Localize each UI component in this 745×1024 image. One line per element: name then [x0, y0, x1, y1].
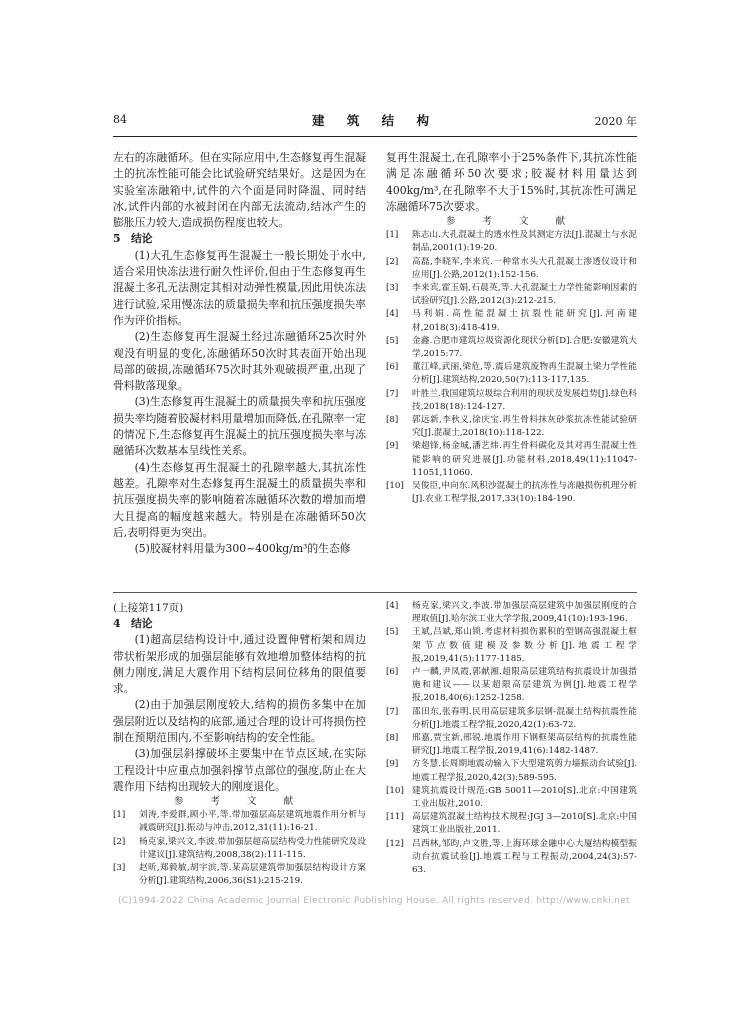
reference-item: [7] 叶胜兰.我国建筑垃圾综合利用的现状及发展趋势[J].绿色科技,2018(18):124-127. — [386, 388, 637, 412]
publication-year: 2020 年 — [594, 115, 637, 128]
conclusion-5: (5)胶凝材料用量为300~400kg/m³的生态修 — [134, 542, 351, 556]
reference-item: [11] 高层建筑混凝土结构技术规程:JGJ 3—2010[S].北京:中国建筑工业出版社,2011. — [386, 812, 637, 836]
header-rule — [113, 136, 637, 137]
reference-list — [113, 809, 366, 888]
references-heading: 参 考 文 献 — [173, 796, 306, 808]
section-number: 5 — [113, 232, 121, 246]
reference-item: [10] 建筑抗震设计规范:GB 50011—2010[S].北京:中国建筑工业出版社,2010. — [386, 785, 637, 810]
reference-item: [1] 刘涛,李爱群,顾小平,等.带加强层高层建筑地震作用分析与减震研究[J].振动与冲击,2012,31(11):16-21. — [113, 810, 366, 834]
section-title: 结论 — [131, 232, 153, 246]
top-left-column — [113, 150, 366, 557]
reference-item: [8] 邢嘉,贾宝新,邢锐.地震作用下钢框架高层结构的抗震性能研究[J].地震工程学报,2019,41(6):1482-1487. — [386, 733, 637, 757]
bottom-right-column — [386, 600, 637, 877]
reference-item: [8] 郭远新,李秋义,徐庆宝.再生骨料抹灰砂浆抗冻性能试验研究[J].混凝土,2018(10):118-122. — [386, 415, 637, 439]
reference-item: [4] 马利娟.高性能混凝土抗裂性能研究[J].河南建材,2018(3):418-419. — [386, 309, 637, 333]
reference-item: [6] 董江峰,武丽,梁危,等.震后建筑废物再生混凝土梁力学性能分析[J].建筑结构,2020,50(7):113-117,135. — [386, 362, 637, 386]
reference-list — [386, 600, 637, 877]
bottom-left-column — [113, 600, 366, 888]
reference-item: [10] 吴俊臣,申向东.风积沙混凝土的抗冻性与冻融损伤机理分析[J].农业工程学报,2017,33(10):184-190. — [386, 481, 637, 505]
reference-item: [9] 梁超锋,杨金城,潘艺炜.再生骨料碳化及其对再生混凝土性能影响的研究进展[J].功能材料,2018,49(11):11047-11051,11060. — [386, 441, 637, 478]
reference-item: [5] 金鑫.合肥市建筑垃圾资源化现状分析[D].合肥:安徽建筑大学,2015:77. — [386, 335, 637, 360]
continued-from-note: (上接第117页) — [113, 602, 184, 614]
reference-item: [3] 赵昕,郑毅敏,胡宇滨,等.某高层建筑带加强层结构设计方案分析[J].建筑结构,2006,36(S1):215-219. — [113, 863, 366, 887]
reference-item: [7] 邵田东,张春明.民用高层建筑多层钢-混凝土结构抗震性能分析[J].地震工程学报,2020,42(1):63-72. — [386, 706, 637, 730]
conclusion-1: (1)超高层结构设计中,通过设置伸臂桁架和周边带状桁架形成的加强层能够有效地增加整体结构的抗侧力刚度,满足大震作用下结构层间位移角的限值要求。 — [113, 633, 366, 696]
conclusion-4: (4)生态修复再生混凝土的孔隙率越大,其抗冻性越差。孔隙率对生态修复再生混凝土的质量损失率和抗压强度损失率的影响随着冻融循环次数的增加而增大且提高的幅度越来越大。特别是在冻融循环50次后,表明得更为突出。 — [113, 460, 366, 539]
reference-list — [386, 229, 637, 506]
top-right-column — [386, 150, 637, 506]
conclusion-1: (1)大孔生态修复再生混凝土一般长期处于水中,适合采用快冻法进行耐久性评价,但由于生态修复再生混凝土多孔无法测定其相对动弹性模量,因此用快冻法进行试验,采用慢冻法的质量损失率和抗压强度损失率作为评价指标。 — [113, 248, 366, 327]
section-title: 结论 — [131, 617, 153, 630]
conclusion-3: (3)生态修复再生混凝土的质量损失率和抗压强度损失率均随着胶凝材料用量增加而降低,在孔隙率一定的情况下,生态修复再生混凝土的抗压强度损失率与冻融循环次数基本呈线性关系。 — [113, 395, 366, 458]
reference-item: [9] 方冬慧.长周期地震动输入下大型建筑剪力墙振动台试验[J].地震工程学报,2020,42(3):589-595. — [386, 759, 637, 783]
reference-item: [3] 李来宾,霍玉娟,石晨英,等.大孔混凝土力学性能影响因素的试验研究[J].公路,2012(3):212-215. — [386, 283, 637, 307]
references-heading: 参 考 文 献 — [445, 216, 578, 228]
journal-title: 建 筑 结 构 — [311, 113, 439, 128]
continuation-paragraph: 左右的冻融循环。但在实际应用中,生态修复再生混凝土的抗冻性能可能会比试验研究结果好。这是因为在实验室冻融箱中,试件的六个面是同时降温、同时结冰,试件内部的水被封闭在内部无法流动,结冰产生的膨胀压力较大,造成损伤程度也较大。 — [113, 151, 366, 230]
conclusion-3: (3)加强层斜撑破坏主要集中在节点区域,在实际工程设计中应重点加强斜撑节点部位的强度,防止在大震作用下结构出现较大的刚度退化。 — [113, 747, 366, 793]
section-heading — [113, 616, 366, 632]
page-number: 84 — [113, 113, 127, 126]
reference-item: [2] 杨克家,梁兴文,李波.带加强层超高层结构受力性能研究及设计建议[J].建筑结构,2008,38(2):111-115. — [113, 836, 366, 860]
conclusions-body — [113, 632, 366, 795]
conclusion-2: (2)生态修复再生混凝土经过冻融循环25次时外观没有明显的变化,冻融循环50次时其表面开始出现局部的破损,冻融循环75次时其外观破损严重,出现了骨料散落现象。 — [113, 330, 366, 393]
conclusion-2: (2)由于加强层刚度较大,结构的损伤多集中在加强层附近以及结构的底部,通过合理的设计可将损伤控制在预期范围内,不至影响结构的安全性能。 — [113, 698, 366, 745]
reference-item: [6] 卢一麟,尹凤霞,郭献湘.超限高层建筑结构抗震设计加强措施和建议——以某超限高层建筑为例[J].地震工程学报,2018,40(6):1252-1258. — [386, 667, 637, 704]
reference-item: [4] 杨克家,梁兴文,李波.带加强层高层建筑中加强层刚度的合理取值[J].哈尔滨工业大学学报,2009,41(10):193-196. — [386, 601, 637, 625]
reference-item: [2] 高磊,李晓军,李来宾.一种常水头大孔混凝土渗透仪设计和应用[J].公路,2012(1):152-156. — [386, 256, 637, 280]
page-header — [113, 113, 637, 135]
reference-item: [1] 陈志山.大孔混凝土的透水性及其测定方法[J].混凝土与水泥制品,2001(1):19-20. — [386, 230, 637, 254]
section-divider — [113, 592, 637, 593]
reference-item: [12] 吕西林,邹昀,卢文胜,等.上海环球金融中心大厦结构模型振动台抗震试验[J].地震工程与工程振动,2004,24(3):57-63. — [386, 838, 637, 876]
section-heading — [113, 231, 366, 247]
reference-item: [5] 王斌,吕斌,郑山锁.考虑材料损伤累积的型钢高强混凝土框架节点数值建模及参数分析[J].地震工程学报,2019,41(5):1177-1185. — [386, 627, 637, 664]
continuation-paragraph: 复再生混凝土,在孔隙率小于25%条件下,其抗冻性能满足冻融循环50次要求;胶凝材料用量达到400kg/m³,在孔隙率不大于15%时,其抗冻性可满足冻融循环75次要求。 — [386, 151, 637, 213]
section-number: 4 — [113, 617, 121, 630]
copyright-watermark: (C)1994-2022 China Academic Journal Electronic Publishing House. All rights reserved. http://www.cnki.net — [118, 896, 630, 906]
